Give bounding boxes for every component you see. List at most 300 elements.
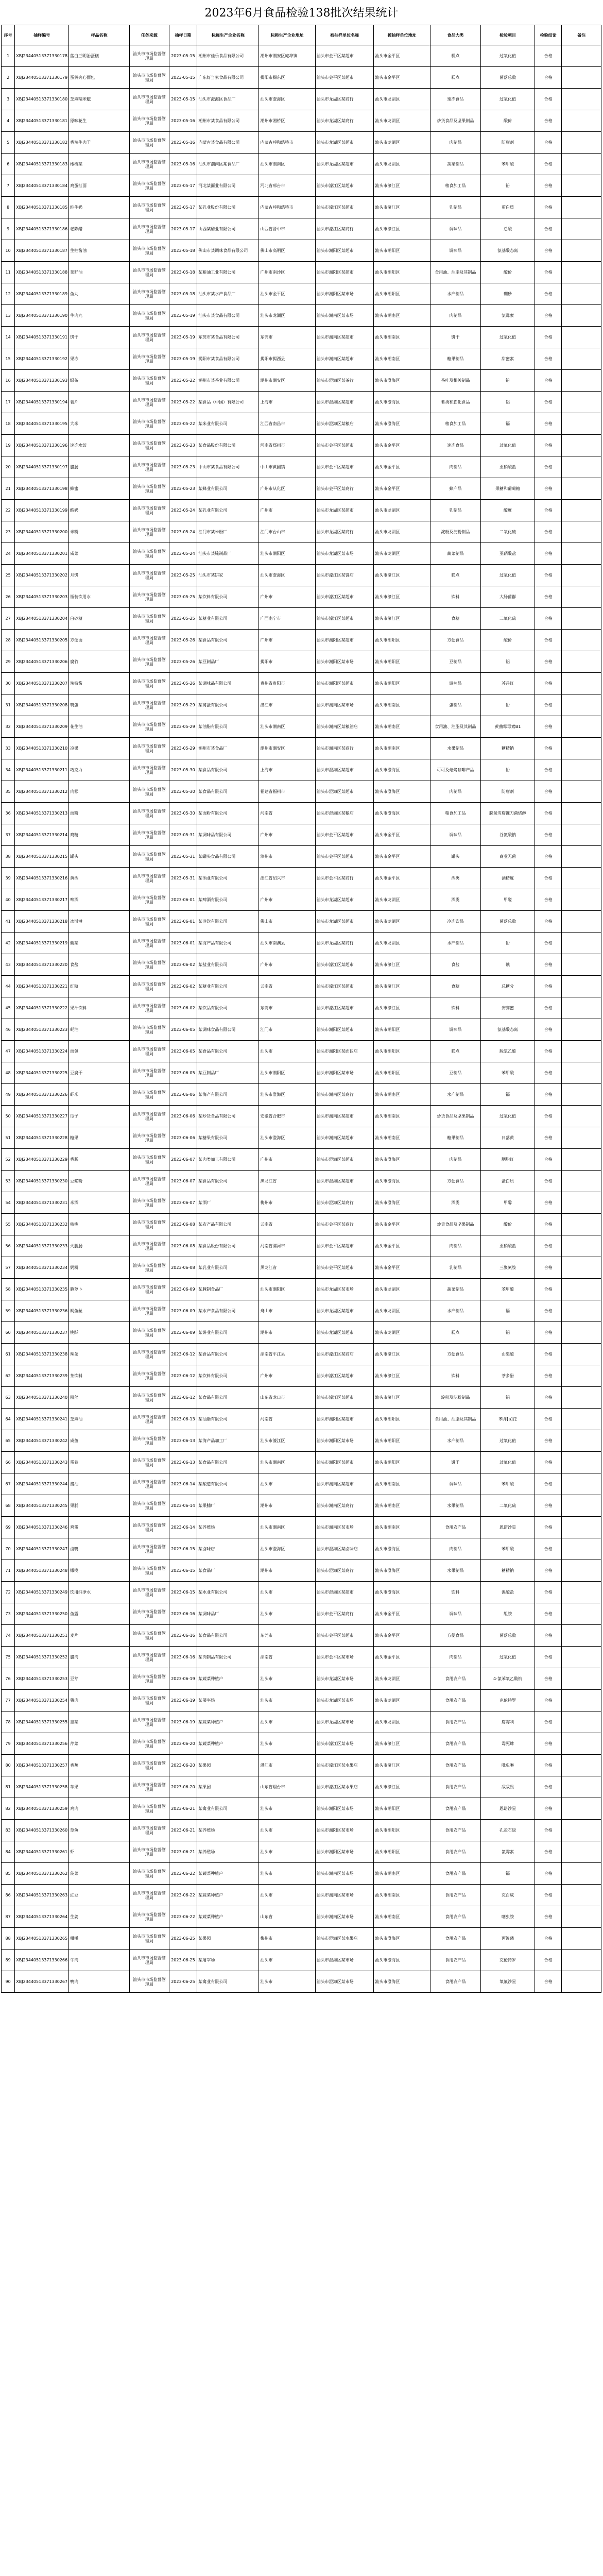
table-cell: 汕头市市场监督管理局 <box>130 1603 169 1625</box>
table-cell: 肉制品 <box>430 1538 480 1560</box>
page-title: 2023年6月食品检验138批次结果统计 <box>204 7 399 20</box>
table-cell: 汕头市潮南区某超市 <box>315 1106 374 1127</box>
table-cell: 汕头市某饼家 <box>197 565 259 586</box>
table-cell: 铅 <box>481 933 535 954</box>
table-cell: 汕头市潮南区 <box>374 348 430 370</box>
table-cell: 16 <box>2 370 15 392</box>
table-cell: 内蒙古呼和浩特市 <box>259 132 315 154</box>
table-cell <box>562 1062 601 1084</box>
table-cell: XBJ23440513371330237 <box>15 1322 69 1344</box>
table-cell: XBJ23440513371330263 <box>15 1885 69 1906</box>
table-cell: 32 <box>2 716 15 738</box>
table-row <box>2 630 601 651</box>
table-cell: 2023-06-02 <box>169 954 197 976</box>
table-cell: 广州市 <box>259 1149 315 1171</box>
table-cell <box>562 1430 601 1452</box>
table-cell: 合格 <box>535 889 561 911</box>
table-cell: 80 <box>2 1755 15 1776</box>
table-cell: 49 <box>2 1084 15 1106</box>
table-cell: 合格 <box>535 1019 561 1041</box>
table-cell: 蛋黄夹心面包 <box>69 67 130 89</box>
table-cell: 61 <box>2 1344 15 1365</box>
table-cell: 东莞市 <box>259 1625 315 1647</box>
table-cell: 汕头市某水产食品厂 <box>197 283 259 305</box>
table-cell: 汕头市市场监督管理局 <box>130 110 169 132</box>
table-cell: 方便面 <box>69 630 130 651</box>
table-cell <box>562 1214 601 1235</box>
table-cell: 苏丹红 <box>481 673 535 694</box>
table-cell: 铝 <box>481 1322 535 1344</box>
table-cell: 炒货食品及坚果制品 <box>430 1214 480 1235</box>
table-cell: 23 <box>2 521 15 543</box>
table-cell: 食用油、油脂及其制品 <box>430 262 480 283</box>
table-cell: 汕头市龙湖区某市场 <box>315 1279 374 1300</box>
table-cell: 罐头 <box>430 846 480 868</box>
table-cell: 肉制品 <box>430 1647 480 1668</box>
table-cell: 汕头市澄海区某超市 <box>315 781 374 803</box>
table-cell: 合格 <box>535 803 561 824</box>
table-cell: 山西某醋业有限公司 <box>197 218 259 240</box>
table-cell: XBJ23440513371330178 <box>15 45 69 67</box>
table-cell: 某食品股份有限公司 <box>197 435 259 456</box>
table-cell: 汕头市潮南区某超市 <box>315 1473 374 1495</box>
table-cell: 汕头市澄海区某粮店 <box>315 803 374 824</box>
table-cell: 水产制品 <box>430 933 480 954</box>
table-cell: 胭脂红 <box>481 1149 535 1171</box>
table-cell: 克伦特罗 <box>481 1690 535 1711</box>
table-cell: XBJ23440513371330200 <box>15 521 69 543</box>
column-header: 标称生产企业地址 <box>259 25 315 45</box>
table-cell: 汕头市 <box>259 1711 315 1733</box>
table-cell <box>562 1452 601 1473</box>
table-cell: 潮州市某食品厂 <box>197 738 259 759</box>
table-cell: 食用农产品 <box>430 1885 480 1906</box>
table-cell <box>562 392 601 413</box>
table-cell: 潮州市 <box>259 1322 315 1344</box>
table-cell: 水果制品 <box>430 738 480 759</box>
table-cell: 汕头市市场监督管理局 <box>130 1538 169 1560</box>
table-cell: 2023-06-05 <box>169 1041 197 1062</box>
table-cell: 某海产品加工厂 <box>197 1430 259 1452</box>
table-row <box>2 1344 601 1365</box>
table-cell: 合格 <box>535 868 561 889</box>
table-cell <box>562 110 601 132</box>
table-cell: 恩诺沙星 <box>481 1798 535 1820</box>
table-cell: 汕头市潮南区 <box>374 1885 430 1906</box>
table-cell: 汕头市市场监督管理局 <box>130 1928 169 1950</box>
table-cell: 汕头市潮南区 <box>374 305 430 327</box>
table-cell: 潮州市潮安区 <box>259 738 315 759</box>
table-cell: XBJ23440513371330187 <box>15 240 69 262</box>
table-cell: 88 <box>2 1928 15 1950</box>
table-cell: 汕头市濠江区某市场 <box>315 1733 374 1755</box>
table-cell: 汕头市 <box>259 1733 315 1755</box>
table-row <box>2 933 601 954</box>
table-cell: 2023-06-13 <box>169 1430 197 1452</box>
table-cell: 合格 <box>535 1517 561 1538</box>
table-cell: 58 <box>2 1279 15 1300</box>
table-cell: 汕头市金平区 <box>374 1647 430 1668</box>
table-cell: 腊肉 <box>69 1647 130 1668</box>
table-cell <box>562 1019 601 1041</box>
table-cell: XBJ23440513371330250 <box>15 1603 69 1625</box>
table-cell: 汕头市潮南区某商行 <box>315 1495 374 1517</box>
table-cell: 42 <box>2 933 15 954</box>
table-cell: 汕头市龙湖区 <box>374 889 430 911</box>
table-cell: 食用农产品 <box>430 1820 480 1841</box>
table-cell: 汕头市潮阳区某超市 <box>315 240 374 262</box>
table-cell: 调味品 <box>430 1603 480 1625</box>
table-cell: XBJ23440513371330234 <box>15 1257 69 1279</box>
table-cell: 合格 <box>535 1084 561 1106</box>
table-cell: 汕头市澄海区某卤味店 <box>315 1538 374 1560</box>
table-cell: 汕头市市场监督管理局 <box>130 630 169 651</box>
table-cell: 46 <box>2 1019 15 1041</box>
table-cell: 汕头市潮南区某市场 <box>315 1517 374 1538</box>
table-cell: 汕头市龙湖区某市场 <box>315 543 374 565</box>
table-cell <box>562 1928 601 1950</box>
table-cell: 合格 <box>535 1560 561 1582</box>
table-cell: 咸鱼 <box>69 1430 130 1452</box>
table-cell <box>562 1538 601 1560</box>
table-cell: XBJ23440513371330198 <box>15 478 69 500</box>
table-cell: 13 <box>2 305 15 327</box>
table-cell: 21 <box>2 478 15 500</box>
table-row <box>2 1495 601 1517</box>
table-row <box>2 1062 601 1084</box>
table-cell: 2023-05-16 <box>169 132 197 154</box>
table-cell <box>562 954 601 976</box>
table-cell: 汕头市澄海区某粮店 <box>315 413 374 435</box>
table-cell: 脱氢乙酸 <box>481 1041 535 1062</box>
table-cell: XBJ23440513371330210 <box>15 738 69 759</box>
table-cell: 商业无菌 <box>481 846 535 868</box>
table-cell: 瓶装饮用水 <box>69 586 130 608</box>
table-cell: 铅 <box>481 370 535 392</box>
table-cell: 2023-06-13 <box>169 1409 197 1430</box>
table-row <box>2 651 601 673</box>
table-cell: 食用油、油脂及其制品 <box>430 716 480 738</box>
table-cell <box>562 348 601 370</box>
table-cell: 8 <box>2 197 15 218</box>
table-cell: 汕头市金平区 <box>374 1603 430 1625</box>
table-cell: 酸价 <box>481 262 535 283</box>
table-cell: 30 <box>2 673 15 694</box>
table-header-row <box>2 25 601 45</box>
table-cell <box>562 1647 601 1668</box>
table-row <box>2 1365 601 1387</box>
table-row <box>2 608 601 630</box>
table-cell <box>562 1235 601 1257</box>
table-cell: 鸭蛋 <box>69 694 130 716</box>
table-cell: 汕头市 <box>259 1668 315 1690</box>
table-cell: 汕头市市场监督管理局 <box>130 1365 169 1387</box>
table-cell: 汕头市潮阳区 <box>374 1452 430 1473</box>
table-cell: 食糖 <box>430 608 480 630</box>
table-cell: XBJ23440513371330180 <box>15 89 69 110</box>
table-cell <box>562 1495 601 1517</box>
table-cell <box>562 673 601 694</box>
table-cell: 汕头市金平区 <box>374 846 430 868</box>
table-row <box>2 1863 601 1885</box>
table-cell: 饮料 <box>430 997 480 1019</box>
table-cell: 2023-05-30 <box>169 781 197 803</box>
table-cell: 合格 <box>535 911 561 933</box>
table-cell: 米酒 <box>69 1192 130 1214</box>
table-cell: 茶饮料 <box>69 1365 130 1387</box>
table-cell: 54 <box>2 1192 15 1214</box>
table-cell: 某乳业有限公司 <box>197 1257 259 1279</box>
table-cell: 汕头市潮阳区 <box>259 1279 315 1300</box>
table-row <box>2 1279 601 1300</box>
table-cell: 安赛蜜 <box>481 997 535 1019</box>
table-cell: 汕头市濠江区某商店 <box>315 1344 374 1365</box>
table-cell: 铝 <box>481 392 535 413</box>
table-cell: 2023-06-20 <box>169 1733 197 1755</box>
table-cell: 氨基酸态氮 <box>481 1019 535 1041</box>
table-cell: 汕头市金平区某商行 <box>315 478 374 500</box>
table-cell: 橄榄菜 <box>69 154 130 175</box>
table-cell: 汕头市市场监督管理局 <box>130 413 169 435</box>
table-cell: 2023-05-29 <box>169 716 197 738</box>
table-cell: 粮食加工品 <box>430 803 480 824</box>
table-cell: 汕头市 <box>259 1863 315 1885</box>
table-cell <box>562 262 601 283</box>
table-cell: 汕头市潮南区 <box>374 694 430 716</box>
table-cell: 合格 <box>535 716 561 738</box>
table-cell: 51 <box>2 1127 15 1149</box>
table-cell: XBJ23440513371330224 <box>15 1041 69 1062</box>
table-cell: 2023-05-16 <box>169 154 197 175</box>
table-cell: 水产制品 <box>430 1430 480 1452</box>
table-cell: 2023-06-06 <box>169 1106 197 1127</box>
table-cell: 某果园 <box>197 1755 259 1776</box>
table-cell: 汕头市金平区某商行 <box>315 868 374 889</box>
table-cell: 辣椒酱 <box>69 673 130 694</box>
table-cell: 汕头市金平区 <box>374 67 430 89</box>
table-cell: 饮料 <box>430 586 480 608</box>
table-row <box>2 521 601 543</box>
table-row <box>2 132 601 154</box>
table-cell: 某蔬菜种植户 <box>197 1906 259 1928</box>
table-cell: 某米业有限公司 <box>197 413 259 435</box>
table-cell: 三聚氰胺 <box>481 1257 535 1279</box>
table-cell: 汕头市潮阳区某市场 <box>315 1841 374 1863</box>
table-row <box>2 1711 601 1733</box>
table-cell: 某禽业有限公司 <box>197 1971 259 1993</box>
table-cell: 汕头市市场监督管理局 <box>130 1300 169 1322</box>
table-cell: 食用农产品 <box>430 1733 480 1755</box>
table-cell: 豆制品 <box>430 1062 480 1084</box>
table-cell <box>562 997 601 1019</box>
table-row <box>2 803 601 824</box>
table-cell: 汕头市澄海区 <box>374 413 430 435</box>
table-cell <box>562 846 601 868</box>
table-cell: 合格 <box>535 1344 561 1365</box>
table-cell: 薯片 <box>69 392 130 413</box>
table-cell: 某豆制品厂 <box>197 651 259 673</box>
table-cell: 2023-05-25 <box>169 586 197 608</box>
column-header: 备注 <box>562 25 601 45</box>
table-cell: 调味品 <box>430 218 480 240</box>
table-cell: 合格 <box>535 1473 561 1495</box>
table-cell <box>562 413 601 435</box>
table-cell: 汕头市潮阳区某市场 <box>315 651 374 673</box>
table-cell: 乳制品 <box>430 1257 480 1279</box>
table-cell: 汕头市澄海区 <box>374 1928 430 1950</box>
table-cell: 糖精钠 <box>481 738 535 759</box>
table-cell: 汕头市 <box>259 1690 315 1711</box>
table-cell: 汕头市金平区 <box>259 283 315 305</box>
table-cell: 汕头市市场监督管理局 <box>130 954 169 976</box>
table-cell: XBJ23440513371330223 <box>15 1019 69 1041</box>
table-cell: 江门市某米粉厂 <box>197 521 259 543</box>
table-row <box>2 868 601 889</box>
table-cell: 浙江省绍兴市 <box>259 868 315 889</box>
table-cell: 纯牛奶 <box>69 197 130 218</box>
table-cell: 广州市 <box>259 1365 315 1387</box>
table-row <box>2 1149 601 1171</box>
table-cell: 29 <box>2 651 15 673</box>
table-cell: 合格 <box>535 1863 561 1885</box>
table-cell: 25 <box>2 565 15 586</box>
table-cell <box>562 1560 601 1582</box>
table-cell: 汕头市市场监督管理局 <box>130 608 169 630</box>
table-cell: 57 <box>2 1257 15 1279</box>
table-cell: 碘 <box>481 954 535 976</box>
table-cell: 铝 <box>481 651 535 673</box>
table-cell: 某蔬菜种植户 <box>197 1668 259 1690</box>
table-cell: XBJ23440513371330196 <box>15 435 69 456</box>
table-cell: 汕头市潮南区某商行 <box>315 738 374 759</box>
table-row <box>2 262 601 283</box>
table-row <box>2 846 601 868</box>
table-cell: 汕头市龙湖区某市场 <box>315 1711 374 1733</box>
table-cell: 汕头市市场监督管理局 <box>130 1473 169 1495</box>
table-cell: 总酸 <box>481 218 535 240</box>
table-cell: 汕头市潮阳区某超市 <box>315 673 374 694</box>
results-table <box>1 25 601 1993</box>
table-cell: 汕头市市场监督管理局 <box>130 240 169 262</box>
table-cell: 汕头市市场监督管理局 <box>130 1430 169 1452</box>
table-cell: 2023-06-07 <box>169 1192 197 1214</box>
table-cell: 合格 <box>535 1820 561 1841</box>
table-row <box>2 1971 601 1993</box>
table-cell: 广西南宁市 <box>259 608 315 630</box>
table-cell: 合格 <box>535 1127 561 1149</box>
table-cell: 炒货食品及坚果制品 <box>430 1106 480 1127</box>
table-cell: 湛江市 <box>259 694 315 716</box>
table-cell: 汕头市市场监督管理局 <box>130 348 169 370</box>
table-cell: 汕头市金平区某商行 <box>315 1214 374 1235</box>
table-cell <box>562 1171 601 1192</box>
table-cell: XBJ23440513371330265 <box>15 1928 69 1950</box>
table-cell: 黄酒 <box>69 868 130 889</box>
table-cell: 汕头市市场监督管理局 <box>130 1062 169 1084</box>
table-cell: 氯霉素 <box>481 305 535 327</box>
table-row <box>2 478 601 500</box>
table-cell: 汕头市潮南区 <box>374 1906 430 1928</box>
table-cell: 汕头市市场监督管理局 <box>130 1971 169 1993</box>
table-cell: 60 <box>2 1322 15 1344</box>
table-cell: 2023-06-19 <box>169 1690 197 1711</box>
table-cell: 某食品厂 <box>197 1560 259 1582</box>
table-cell: 虾米 <box>69 1084 130 1106</box>
table-cell: 汕头市澄海区 <box>374 1971 430 1993</box>
table-cell <box>562 521 601 543</box>
table-cell: 汕头市潮南区某超市 <box>315 1127 374 1149</box>
table-cell: 啤酒 <box>69 889 130 911</box>
table-cell <box>562 781 601 803</box>
table-cell: 2023-06-22 <box>169 1863 197 1885</box>
table-cell: 汕头市澄海区 <box>374 781 430 803</box>
table-row <box>2 1517 601 1538</box>
table-cell: 酒类 <box>430 889 480 911</box>
table-cell: 汕头市金平区某超市 <box>315 824 374 846</box>
table-cell: 2023-06-20 <box>169 1776 197 1798</box>
table-cell: 合格 <box>535 1192 561 1214</box>
table-cell: 食盐 <box>69 954 130 976</box>
table-cell: XBJ23440513371330230 <box>15 1171 69 1192</box>
table-cell: 22 <box>2 500 15 521</box>
table-cell: 汕头市澄海区 <box>374 392 430 413</box>
table-cell: 汕头市濠江区 <box>374 1776 430 1798</box>
table-cell: 过氧化值 <box>481 565 535 586</box>
table-cell: XBJ23440513371330192 <box>15 348 69 370</box>
table-cell: 合格 <box>535 435 561 456</box>
table-cell: XBJ23440513371330243 <box>15 1452 69 1473</box>
table-cell: 汕头市市场监督管理局 <box>130 1127 169 1149</box>
table-cell: 糕点 <box>430 45 480 67</box>
table-cell: XBJ23440513371330184 <box>15 175 69 197</box>
table-cell: 某食品有限公司 <box>197 630 259 651</box>
table-cell: 原味花生 <box>69 110 130 132</box>
table-cell: 汕头市潮阳区 <box>374 262 430 283</box>
table-row <box>2 1127 601 1149</box>
table-cell: 合格 <box>535 1279 561 1300</box>
table-cell: 炒货食品及坚果制品 <box>430 110 480 132</box>
table-cell: 溴酸盐 <box>481 1582 535 1603</box>
table-cell: 71 <box>2 1560 15 1582</box>
table-cell: 苯甲酸 <box>481 1473 535 1495</box>
table-row <box>2 348 601 370</box>
table-cell <box>562 1127 601 1149</box>
table-cell: 2023-06-09 <box>169 1300 197 1322</box>
table-cell: 汕头市潮南区 <box>374 1495 430 1517</box>
table-cell: 汕头市澄海区某商行 <box>315 1192 374 1214</box>
table-cell: 广州市从化区 <box>259 478 315 500</box>
table-cell: 汕头市市场监督管理局 <box>130 1668 169 1690</box>
table-cell: 2023-05-31 <box>169 846 197 868</box>
table-cell: 19 <box>2 435 15 456</box>
table-cell: 合格 <box>535 1906 561 1928</box>
table-cell: XBJ23440513371330207 <box>15 673 69 694</box>
table-cell: 汕头市龙湖区某商行 <box>315 521 374 543</box>
table-cell: 甲醇 <box>481 1192 535 1214</box>
table-cell: 合格 <box>535 1257 561 1279</box>
table-cell: 汕头市潮阳区某超市 <box>315 630 374 651</box>
table-row <box>2 1647 601 1668</box>
table-cell: 2023-05-15 <box>169 67 197 89</box>
table-row <box>2 954 601 976</box>
table-cell: 某卤味店 <box>197 1538 259 1560</box>
table-cell: 绿茶 <box>69 370 130 392</box>
table-cell: 蔬菜制品 <box>430 154 480 175</box>
table-cell: 50 <box>2 1106 15 1127</box>
table-cell: 某酿造有限公司 <box>197 1473 259 1495</box>
table-cell: 饼干 <box>69 327 130 348</box>
table-cell: 汕头市龙湖区某超市 <box>315 889 374 911</box>
